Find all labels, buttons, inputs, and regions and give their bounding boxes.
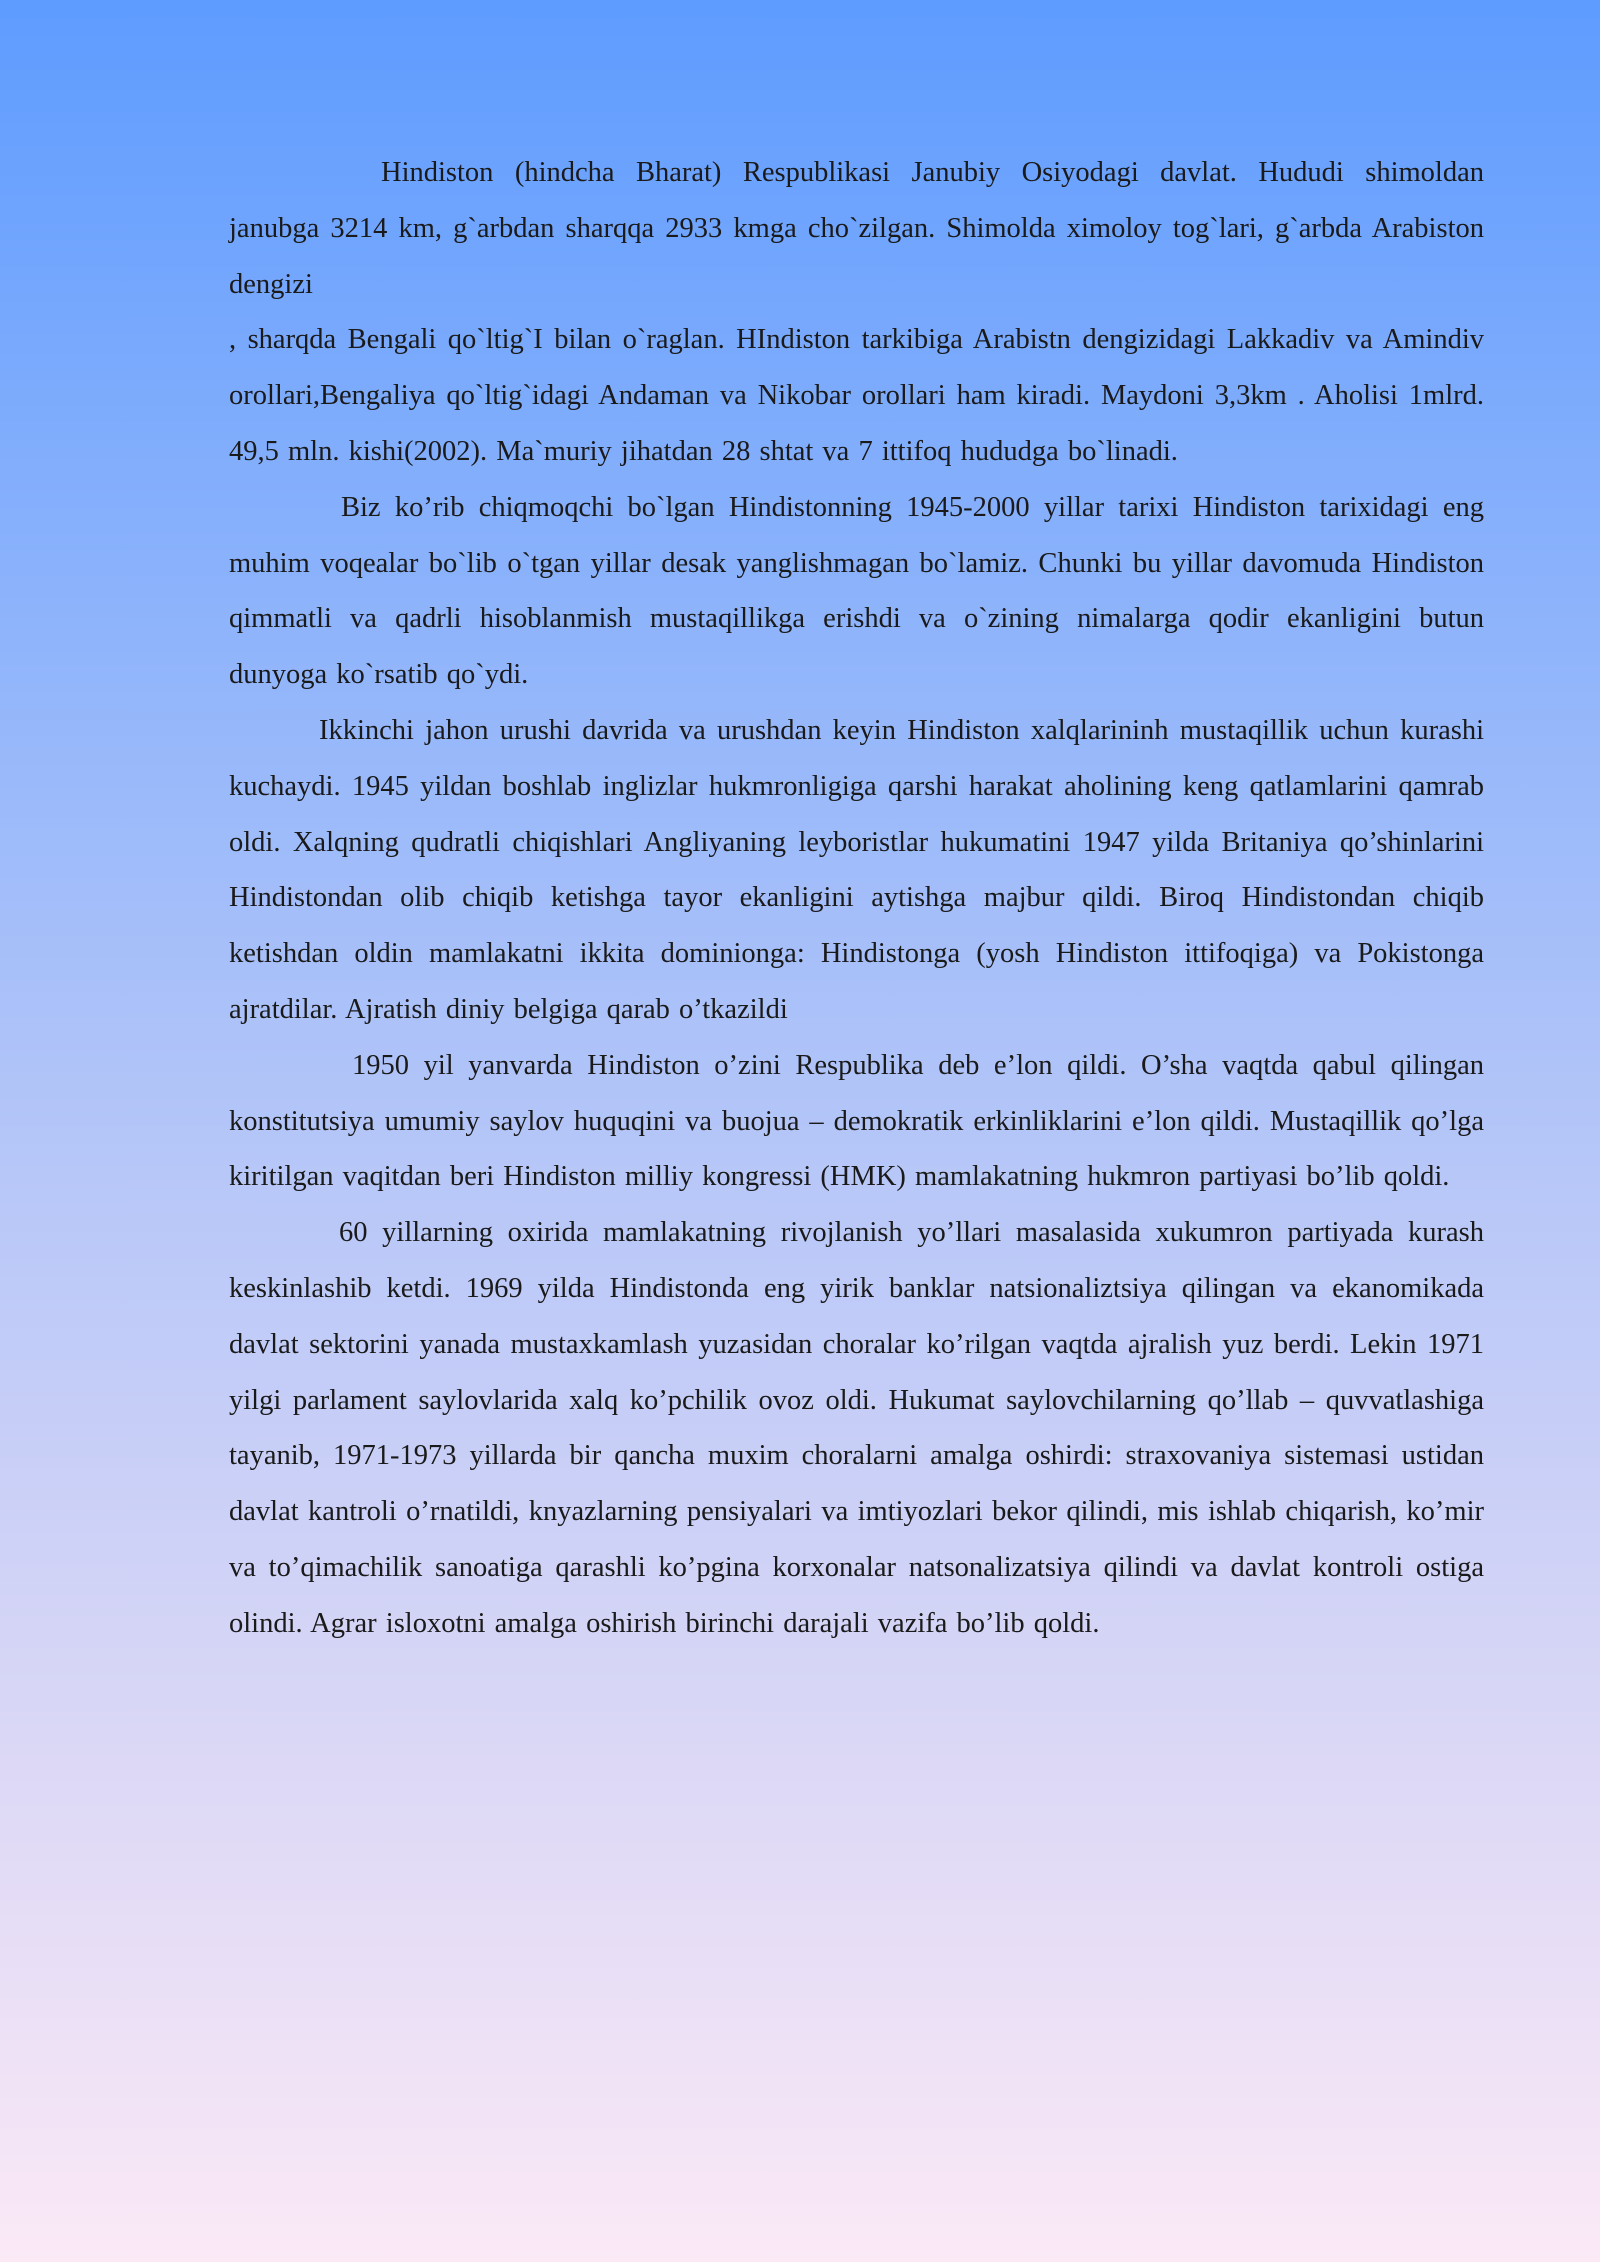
paragraph-intro-2: , sharqda Bengali qo`ltig`I bilan o`raglan. HIndiston tarkibiga Arabistn dengizidagi Lakkadiv va Amindiv orollari,Bengaliya qo`ltig`idagi Andaman va Nikobar orollari ham kiradi. Maydoni 3,3km . Aholisi 1mlrd. 49,5 mln. kishi(2002). Ma`muriy jihatdan 28 shtat va 7 ittifoq hududga bo`linadi. [229, 324, 1484, 467]
paragraph-republic: 1950 yil yanvarda Hindiston o’zini Respublika deb e’lon qildi. O’sha vaqtda qabul qilingan konstitutsiya umumiy saylov huquqini va buojua – demokratik erkinliklarini e’lon qildi. Mustaqillik qo’lga kiritilgan vaqitdan beri Hindiston milliy kongressi (HMK) mamlakatning hukmron partiyasi bo’lib qoldi. [229, 1049, 1484, 1193]
paragraph-reforms: 60 yillarning oxirida mamlakatning rivojlanish yo’llari masalasida xukumron partiyada kurash keskinlashib ketdi. 1969 yilda Hindistonda eng yirik banklar natsionaliztsiya qilingan va ekanomikada davlat sektorini yanada mustaxkamlash yuzasidan choralar ko’rilgan vaqtda ajralish yuz berdi. Lekin 1971 yilgi parlament saylovlarida xalq ko’pchilik ovoz oldi. Hukumat saylovchilarning qo’llab – quvvatlashiga tayanib, 1971-1973 yillarda bir qancha muxim choralarni amalga oshirdi: straxovaniya sistemasi ustidan davlat kantroli o’rnatildi, knyazlarning pensiyalari va imtiyozlari bekor qilindi, mis ishlab chiqarish, ko’mir va to’qimachilik sanoatiga qarashli ko’pgina korxonalar natsonalizatsiya qilindi va davlat kontroli ostiga olindi. Agrar isloxotni amalga oshirish birinchi darajali vazifa bo’lib qoldi. [229, 1217, 1484, 1639]
paragraph-independence-struggle: Ikkinchi jahon urushi davrida va urushdan keyin Hindiston xalqlarininh mustaqillik uchun kurashi kuchaydi. 1945 yildan boshlab inglizlar hukmronligiga qarshi harakat aholining keng qatlamlarini qamrab oldi. Xalqning qudratli chiqishlari Angliyaning leyboristlar hukumatini 1947 yilda Britaniya qo’shinlarini Hindistondan olib chiqib ketishga tayor ekanligini aytishga majbur qildi. Biroq Hindistondan chiqib ketishdan oldin mamlakatni ikkita dominionga: Hindistonga (yosh Hindiston ittifoqiga) va Pokistonga ajratdilar. Ajratish diniy belgiga qarab o’tkazildi [229, 714, 1484, 1025]
paragraph-period-overview: Biz ko’rib chiqmoqchi bo`lgan Hindistonning 1945-2000 yillar tarixi Hindiston tarixidagi eng muhim voqealar bo`lib o`tgan yillar desak yanglishmagan bo`lamiz. Chunki bu yillar davomuda Hindiston qimmatli va qadrli hisoblanmish mustaqillikga erishdi va o`zining nimalarga qodir ekanligini butun dunyoga ko`rsatib qo`ydi. [229, 491, 1484, 691]
document-page [229, 145, 1484, 1652]
paragraph-intro-1: Hindiston (hindcha Bharat) Respublikasi Janubiy Osiyodagi davlat. Hududi shimoldan janubga 3214 km, g`arbdan sharqqa 2933 kmga cho`zilgan. Shimolda ximoloy tog`lari, g`arbda Arabiston dengizi [229, 157, 1484, 300]
